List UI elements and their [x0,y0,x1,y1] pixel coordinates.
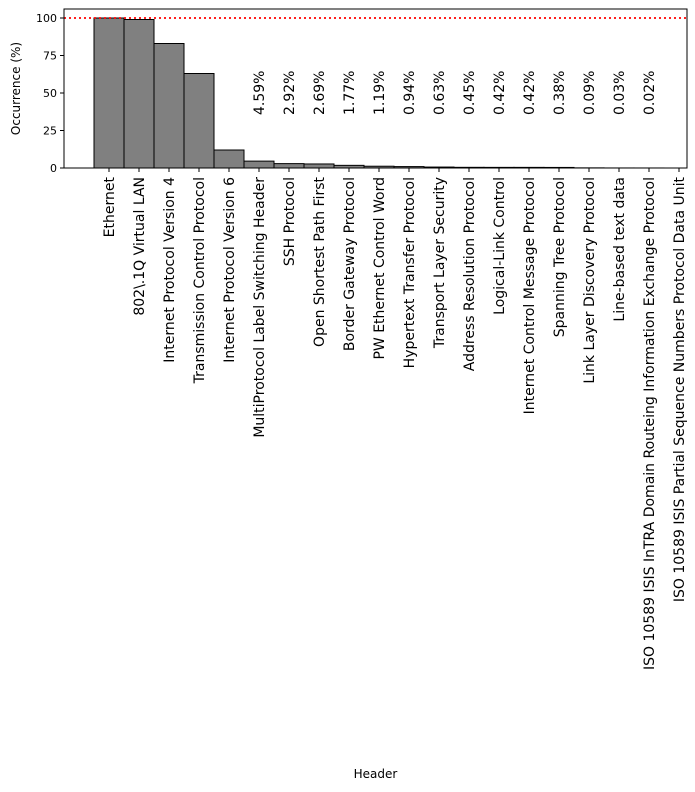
data-label-14: 0.42% [492,70,508,115]
bar-3 [154,44,184,169]
y-axis-title: Occurrence (%) [9,41,23,136]
category-label-9: Border Gateway Protocol [342,177,358,352]
category-label-3: Internet Protocol Version 4 [162,177,178,363]
y-tick-label-100: 100 [36,12,57,25]
bar-6 [244,161,274,168]
category-label-11: Hypertext Transfer Protocol [402,177,418,369]
data-label-6: 4.59% [252,70,268,115]
data-labels-layer [252,71,658,115]
category-label-20: ISO 10589 ISIS Partial Sequence Numbers Protocol Data Unit [672,177,688,603]
bar-4 [184,74,214,169]
category-label-14: Logical-Link Control [492,177,508,315]
x-axis-title: Header [353,767,398,781]
data-label-17: 0.09% [582,70,598,115]
bar-2 [124,20,154,169]
category-label-10: PW Ethernet Control Word [372,177,388,360]
data-label-7: 2.92% [282,70,298,115]
category-labels-layer [102,176,688,669]
data-label-9: 1.77% [342,70,358,115]
data-label-12: 0.63% [432,70,448,115]
bar-1 [94,18,124,168]
category-label-19: ISO 10589 ISIS InTRA Domain Routeing Information Exchange Protocol [642,177,658,670]
category-label-1: Ethernet [102,177,118,238]
category-label-16: Spanning Tree Protocol [552,177,568,338]
data-label-13: 0.45% [462,70,478,115]
data-label-19: 0.02% [642,70,658,115]
category-label-13: Address Resolution Protocol [462,177,478,372]
category-label-12: Transport Layer Security [432,177,448,349]
bar-8 [304,164,334,168]
data-label-8: 2.69% [312,70,328,115]
y-tick-label-50: 50 [43,87,57,100]
category-label-15: Internet Control Message Protocol [522,177,538,415]
data-label-18: 0.03% [612,70,628,115]
y-tick-label-25: 25 [43,124,57,138]
category-label-6: MultiProtocol Label Switching Header [252,177,268,438]
category-label-8: Open Shortest Path First [312,177,328,347]
category-label-2: 802\.1Q Virtual LAN [132,177,148,316]
data-label-11: 0.94% [402,70,418,115]
data-label-15: 0.42% [522,70,538,115]
data-label-10: 1.19% [372,70,388,115]
y-tick-label-0: 0 [50,162,57,175]
bar-5 [214,150,244,168]
category-label-17: Link Layer Discovery Protocol [582,177,598,384]
y-tick-label-75: 75 [43,49,57,63]
category-label-4: Transmission Control Protocol [192,177,208,384]
category-label-5: Internet Protocol Version 6 [222,177,238,363]
bar-7 [274,164,304,168]
category-label-18: Line-based text data [612,177,628,322]
category-label-7: SSH Protocol [282,177,298,267]
data-label-16: 0.38% [552,70,568,115]
